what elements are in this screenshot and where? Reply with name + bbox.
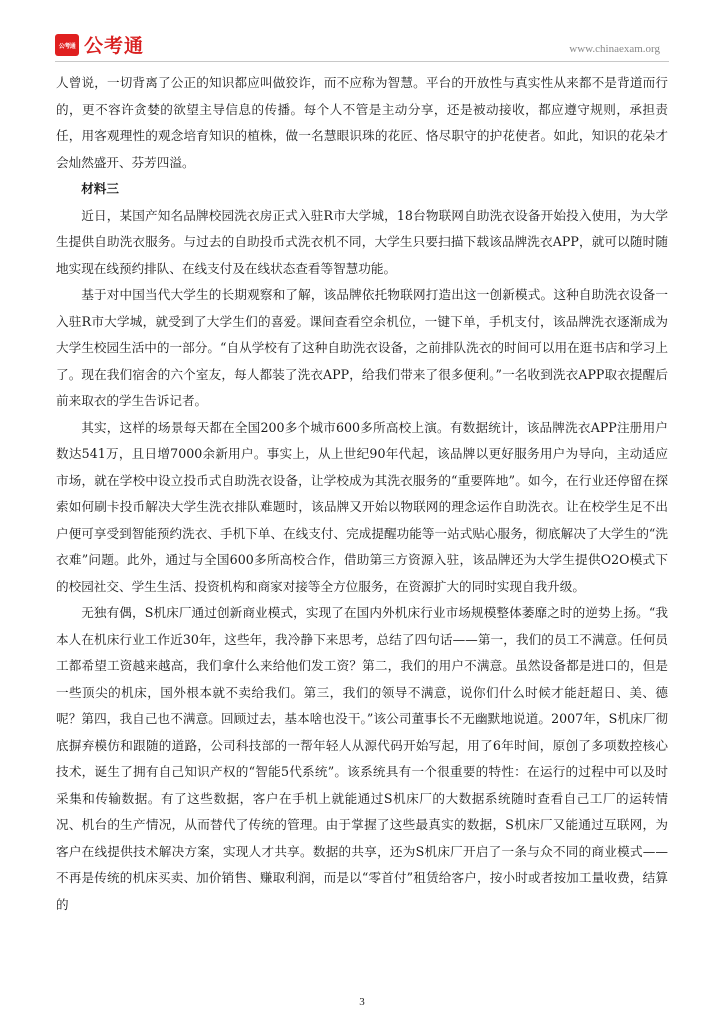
paragraph-1: 近日，某国产知名品牌校园洗衣房正式入驻R市大学城，18台物联网自助洗衣设备开始投入使用，为大学生提供自助洗衣服务。与过去的自助投币式洗衣机不同，大学生只要扫描下载该品牌洗衣APP，就可以随时随地实现在线预约排队、在线支付及在线状态查看等智慧功能。 (56, 207, 668, 276)
logo-text: 公考通 (84, 35, 145, 57)
header-divider (55, 61, 669, 62)
site-url[interactable]: www.chinaexam.org (569, 43, 660, 55)
paragraph-4: 无独有偶，S机床厂通过创新商业模式，实现了在国内外机床行业市场规模整体萎靡之时的逆势上扬。“我本人在机床行业工作近30年，这些年，我冷静下来思考，总结了四句话——第一，我们的员工不满意。任何员工都希望工资越来越高，我们拿什么来给他们发工资？第二，我们的用户不满意。虽然设备都是进口的，但是一些顶尖的机床，国外根本就不卖给我们。第三，我们的领导不满意，说你们什么时候才能赶超日、美、德呢？第四，我自己也不满意。回顾过去，基本啥也没干。”该公司董事长不无幽默地说道。2007年，S机床厂彻底摒弃模仿和跟随的道路，公司科技部的一帮年轻人从源代码开始写起，用了6年时间，原创了多项数控核心技术，诞生了拥有自己知识产权的“智能5代系统”。该系统具有一个很重要的特性：在运行的过程中可以及时采集和传输数据。有了这些数据，客户在手机上就能通过S机床厂的大数据系统随时查看自己工厂的运转情况、机台的生产情况，从而替代了传统的管理。由于掌握了这些最真实的数据，S机床厂又能通过互联网，为客户在线提供技术解决方案，实现人才共享。数据的共享，还为S机床厂开启了一条与众不同的商业模式——不再是传统的机床买卖、加价销售、赚取利润，而是以“零首付”租赁给客户，按小时或者按加工量收费，结算的 (56, 605, 668, 912)
logo-icon-text: 公考通 (58, 42, 76, 50)
paragraph-continued: 人曾说，一切背离了公正的知识都应叫做狡诈，而不应称为智慧。平台的开放性与真实性从来都不是背道而行的，更不容许贪婪的欲望主导信息的传播。每个人不管是主动分享，还是被动接收，都应遵守规则，承担责任，用客观理性的观念培育知识的植株，做一名慧眼识珠的花匠、恪尽职守的护花使者。如此，知识的花朵才会灿然盛开、芬芳四溢。 (56, 75, 668, 170)
document-body (56, 70, 668, 918)
paragraph-2: 基于对中国当代大学生的长期观察和了解，该品牌依托物联网打造出这一创新模式。这种自助洗衣设备一入驻R市大学城，就受到了大学生们的喜爱。课间查看空余机位，一键下单，手机支付，该品牌洗衣逐渐成为大学生校园生活中的一部分。“自从学校有了这种自助洗衣设备，之前排队洗衣的时间可以用在逛书店和学习上了。现在我们宿舍的六个室友，每人都装了洗衣APP，给我们带来了很多便利。”一名收到洗衣APP取衣提醒后前来取衣的学生告诉记者。 (56, 287, 668, 408)
section-heading: 材料三 (81, 181, 119, 196)
paragraph-3: 其实，这样的场景每天都在全国200多个城市600多所高校上演。有数据统计，该品牌洗衣APP注册用户数达541万，且日增7000余新用户。事实上，从上世纪90年代起，该品牌以更好服务用户为导向，主动适应市场，就在学校中设立投币式自助洗衣设备，让学校成为其洗衣服务的“重要阵地”。如今，在行业还停留在探索如何刷卡投币解决大学生洗衣排队难题时，该品牌又开始以物联网的理念运作自助洗衣。让在校学生足不出户便可享受到智能预约洗衣、手机下单、在线支付、完成提醒功能等一站式贴心服务，彻底解决了大学生的“洗衣难”问题。此外，通过与全国600多所高校合作，借助第三方资源入驻，该品牌还为大学生提供O2O模式下的校园社交、学生生活、投资机构和商家对接等全方位服务，在资源扩大的同时实现自我升级。 (56, 419, 668, 594)
page-header (0, 0, 724, 66)
logo-icon (55, 34, 79, 56)
page-number: 3 (359, 996, 365, 1008)
